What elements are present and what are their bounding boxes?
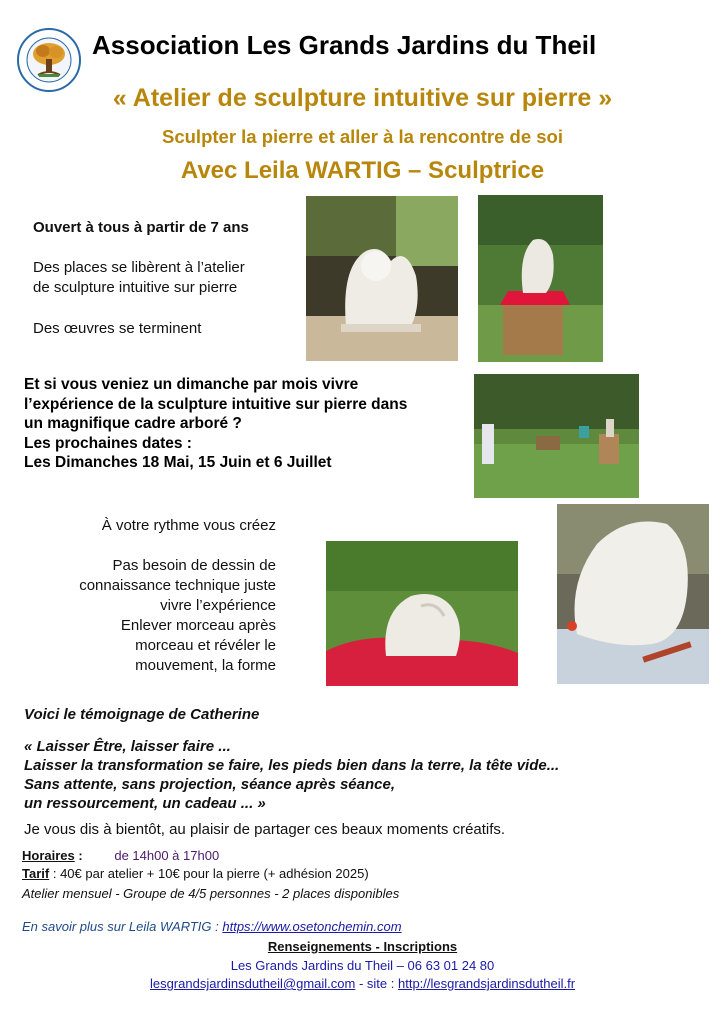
- artist-line: Avec Leila WARTIG – Sculptrice: [180, 157, 545, 184]
- quote-line-1: « Laisser Être, laisser faire ...: [24, 738, 231, 755]
- invitation-line-3: un magnifique cadre arboré ?: [24, 415, 242, 432]
- photo-sculpture-grass: [326, 541, 518, 686]
- photo-stone-closeup: [557, 504, 709, 684]
- invitation-block: [24, 375, 474, 473]
- more-info-label: En savoir plus sur Leila WARTIG :: [22, 919, 223, 934]
- photo-sculpture-stand: [478, 195, 603, 362]
- group-info: Atelier mensuel - Groupe de 4/5 personnes - 2 places disponibles: [22, 886, 400, 901]
- price-label: Tarif: [22, 866, 50, 881]
- hours-row: [22, 848, 219, 863]
- contact-heading-wrap: [0, 939, 725, 954]
- works-finishing: Des œuvres se terminent: [33, 320, 202, 337]
- rhythm-block: [40, 556, 276, 676]
- rhythm-line-4: vivre l’expérience: [160, 597, 276, 614]
- invitation-line-1: Et si vous veniez un dimanche par mois vivre: [24, 376, 359, 393]
- rhythm-line-1: À votre rythme vous créez: [101, 517, 276, 534]
- workshop-title: « Atelier de sculpture intuitive sur pierre »: [112, 84, 613, 112]
- rhythm-line-7: mouvement, la forme: [135, 657, 276, 674]
- org-phone: Les Grands Jardins du Theil – 06 63 01 24 80: [230, 958, 495, 973]
- quote-line-2: Laisser la transformation se faire, les pieds bien dans la terre, la tête vide...: [24, 757, 560, 774]
- photo-garden-workshop: [474, 374, 639, 498]
- rhythm-line-3: connaissance technique juste: [79, 577, 276, 594]
- next-dates-label: Les prochaines dates :: [24, 434, 192, 452]
- artist-website-link[interactable]: https://www.osetonchemin.com: [222, 919, 402, 934]
- more-info-row: [22, 919, 402, 934]
- rhythm-line-5: Enlever morceau après: [120, 617, 276, 634]
- testimony-heading: Voici le témoignage de Catherine: [24, 706, 260, 723]
- site-label: - site :: [355, 976, 398, 991]
- testimony-quote: [24, 737, 684, 813]
- places-line-2: de sculpture intuitive sur pierre: [33, 279, 238, 296]
- closing-line: Je vous dis à bientôt, au plaisir de partager ces beaux moments créatifs.: [24, 821, 506, 838]
- age-info: Ouvert à tous à partir de 7 ans: [33, 219, 249, 236]
- rhythm-line-6: morceau et révéler le: [135, 637, 276, 654]
- rhythm-line-2: Pas besoin de dessin de: [112, 557, 276, 574]
- hours-value: de 14h00 à 17h00: [114, 848, 220, 863]
- contact-links: [0, 976, 725, 991]
- places-line-1: Des places se libèrent à l’atelier: [33, 259, 245, 276]
- tagline: Sculpter la pierre et aller à la rencontre de soi: [162, 126, 563, 147]
- photo-sculpture-table: [306, 196, 458, 361]
- contact-heading: Renseignements - Inscriptions: [267, 939, 458, 954]
- next-dates: Les Dimanches 18 Mai, 15 Juin et 6 Juillet: [24, 454, 332, 471]
- price-row: [22, 866, 369, 881]
- page-title: Association Les Grands Jardins du Theil: [92, 30, 597, 60]
- hours-label: Horaires: [22, 848, 75, 863]
- price-value: : 40€ par atelier + 10€ pour la pierre (+ adhésion 2025): [52, 866, 369, 881]
- quote-line-4: un ressourcement, un cadeau ... »: [24, 795, 266, 812]
- hours-colon: :: [78, 848, 83, 863]
- invitation-line-2: l’expérience de la sculpture intuitive sur pierre dans: [24, 395, 408, 413]
- quote-line-3: Sans attente, sans projection, séance après séance,: [24, 776, 396, 793]
- email-link[interactable]: lesgrandsjardinsdutheil@gmail.com: [149, 976, 356, 991]
- site-link[interactable]: http://lesgrandsjardinsdutheil.fr: [397, 976, 576, 991]
